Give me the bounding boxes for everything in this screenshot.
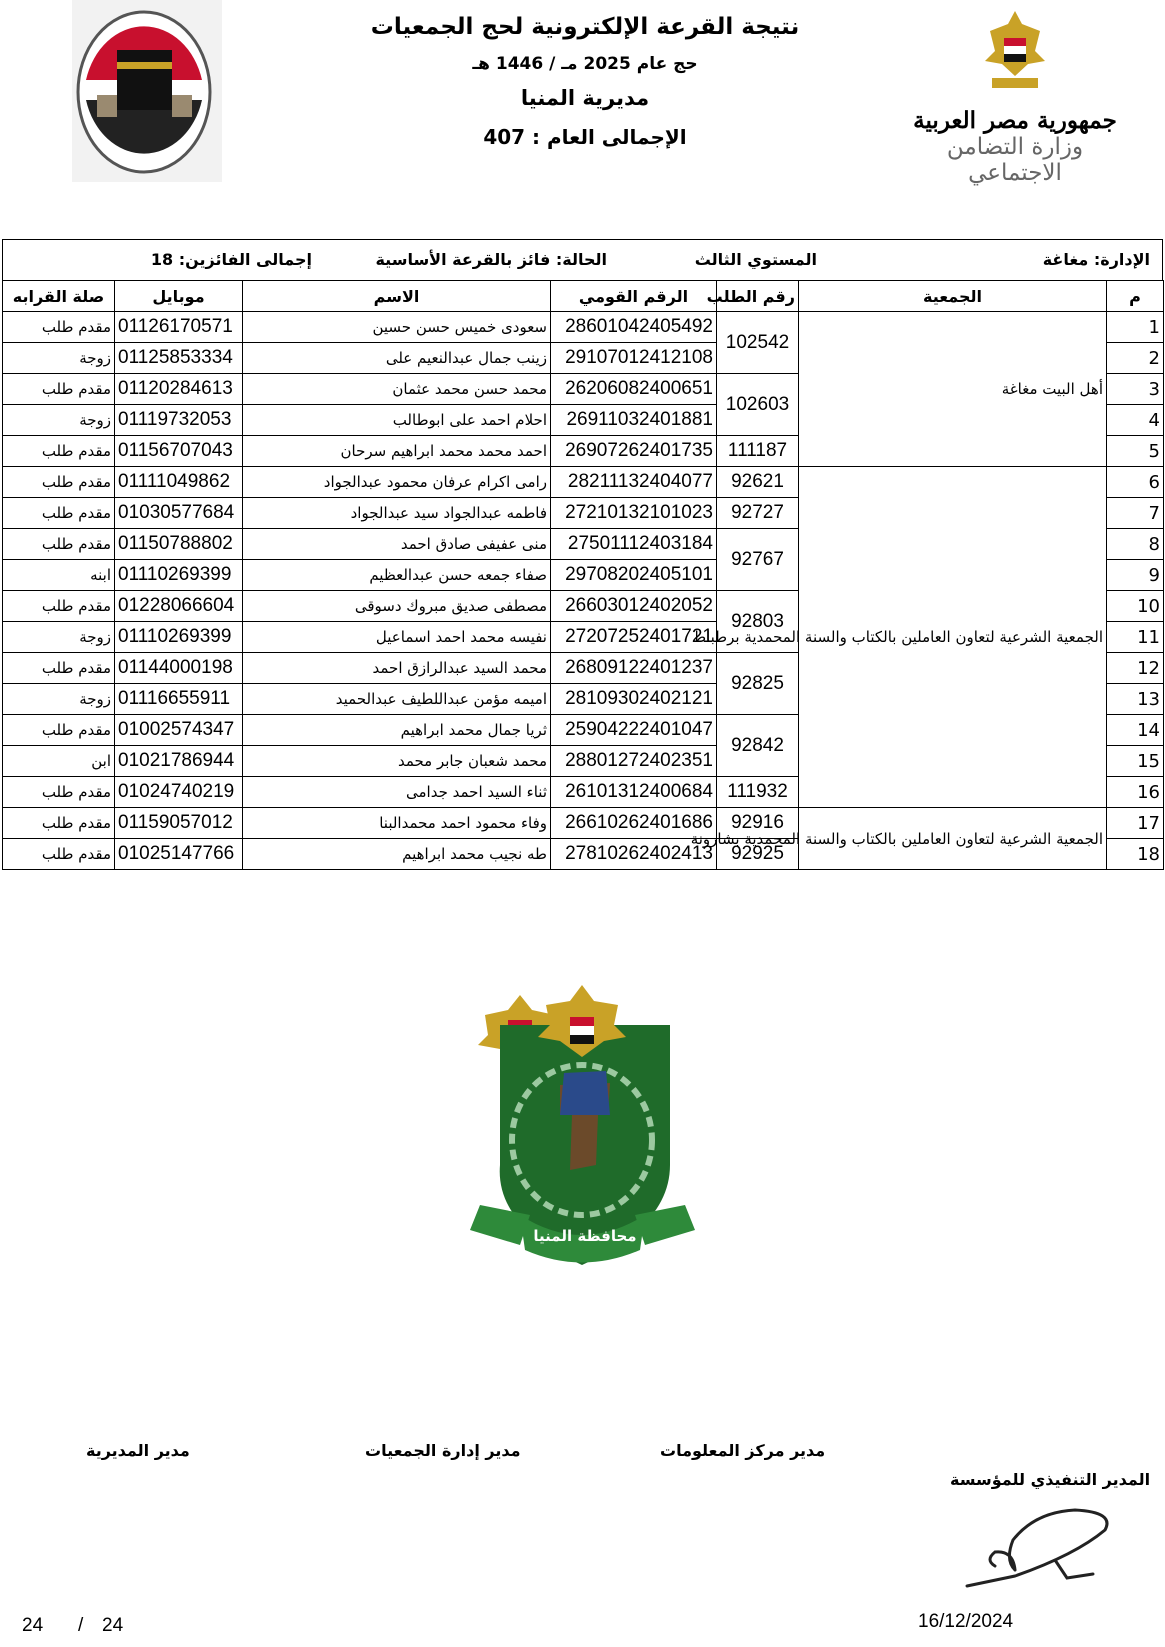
- national-id: 28801272402351: [551, 746, 717, 777]
- mobile-number: 01110269399: [115, 560, 243, 591]
- mobile-number: 01126170571: [115, 312, 243, 343]
- country-name: جمهورية مصر العربية: [913, 107, 1117, 134]
- mobile-number: 01110269399: [115, 622, 243, 653]
- signature-icon: [955, 1500, 1115, 1590]
- relation: مقدم طلب: [3, 529, 115, 560]
- person-name: رامى اكرام عرفان محمود عبدالجواد: [243, 467, 551, 498]
- mobile-number: 01120284613: [115, 374, 243, 405]
- relation: مقدم طلب: [3, 839, 115, 870]
- person-name: طه نجيب محمد ابراهيم: [243, 839, 551, 870]
- person-name: محمد حسن محمد عثمان: [243, 374, 551, 405]
- row-index: 18: [1107, 839, 1164, 870]
- row-index: 9: [1107, 560, 1164, 591]
- mobile-number: 01111049862: [115, 467, 243, 498]
- request-number: 92842: [717, 715, 799, 777]
- request-number: 102603: [717, 374, 799, 436]
- national-id: 26907262401735: [551, 436, 717, 467]
- association-cell: الجمعية الشرعية لتعاون العاملين بالكتاب والسنة المحمدية بشارونة: [799, 808, 1107, 870]
- association-cell: أهل البيت مغاغة: [799, 312, 1107, 467]
- footer-date: 16/12/2024: [918, 1611, 1014, 1632]
- person-name: صفاء جمعه حسن عبدالعظيم: [243, 560, 551, 591]
- mobile-number: 01025147766: [115, 839, 243, 870]
- row-index: 4: [1107, 405, 1164, 436]
- admin-label: الإدارة: مغاغة: [1042, 250, 1150, 269]
- request-number: 92767: [717, 529, 799, 591]
- page-total: 24: [102, 1615, 124, 1636]
- relation: ابنه: [3, 560, 115, 591]
- national-id: 27210132101023: [551, 498, 717, 529]
- row-index: 15: [1107, 746, 1164, 777]
- row-index: 16: [1107, 777, 1164, 808]
- person-name: زينب جمال عبدالنعيم على: [243, 343, 551, 374]
- sig-it-manager: مدير مركز المعلومات: [660, 1441, 826, 1460]
- row-index: 10: [1107, 591, 1164, 622]
- national-id: 26206082400651: [551, 374, 717, 405]
- mobile-number: 01156707043: [115, 436, 243, 467]
- person-name: مصطفى صديق مبروك دسوقى: [243, 591, 551, 622]
- minya-governorate-logo: [460, 965, 705, 1285]
- relation: زوجة: [3, 622, 115, 653]
- relation: مقدم طلب: [3, 715, 115, 746]
- relation: مقدم طلب: [3, 374, 115, 405]
- national-id: 26911032401881: [551, 405, 717, 436]
- relation: مقدم طلب: [3, 653, 115, 684]
- person-name: احلام احمد على ابوطالب: [243, 405, 551, 436]
- row-index: 7: [1107, 498, 1164, 529]
- relation: مقدم طلب: [3, 808, 115, 839]
- page-number: 24: [22, 1615, 44, 1636]
- national-id: 27501112403184: [551, 529, 717, 560]
- row-index: 3: [1107, 374, 1164, 405]
- status-label: الحالة: فائز بالقرعة الأساسية: [375, 250, 607, 269]
- person-name: ثريا جمال محمد ابراهيم: [243, 715, 551, 746]
- person-name: احمد محمد محمد ابراهيم سرحان: [243, 436, 551, 467]
- request-number: 92727: [717, 498, 799, 529]
- national-id: 29708202405101: [551, 560, 717, 591]
- row-index: 6: [1107, 467, 1164, 498]
- row-index: 12: [1107, 653, 1164, 684]
- sig-directorate-manager: مدير المديرية: [86, 1441, 190, 1460]
- national-id: 26809122401237: [551, 653, 717, 684]
- relation: زوجة: [3, 684, 115, 715]
- national-id: 25904222401047: [551, 715, 717, 746]
- person-name: نفيسه محمد احمد اسماعيل: [243, 622, 551, 653]
- person-name: محمد السيد عبدالرازق احمد: [243, 653, 551, 684]
- relation: مقدم طلب: [3, 436, 115, 467]
- person-name: فاطمه عبدالجواد سيد عبدالجواد: [243, 498, 551, 529]
- relation: زوجة: [3, 343, 115, 374]
- col-m: م: [1107, 281, 1164, 312]
- national-id: 27810262402413: [551, 839, 717, 870]
- national-id: 27207252401721: [551, 622, 717, 653]
- row-index: 2: [1107, 343, 1164, 374]
- row-index: 5: [1107, 436, 1164, 467]
- mobile-number: 01002574347: [115, 715, 243, 746]
- handwritten-signature: [955, 1500, 1115, 1590]
- page-separator: /: [78, 1615, 84, 1636]
- national-id: 28601042405492: [551, 312, 717, 343]
- national-id: 29107012412108: [551, 343, 717, 374]
- table-row: [3, 808, 1164, 839]
- mobile-number: 01116655911: [115, 684, 243, 715]
- row-index: 8: [1107, 529, 1164, 560]
- mobile-number: 01125853334: [115, 343, 243, 374]
- kaaba-icon: [72, 0, 222, 182]
- relation: مقدم طلب: [3, 467, 115, 498]
- relation: مقدم طلب: [3, 591, 115, 622]
- mobile-number: 01119732053: [115, 405, 243, 436]
- person-name: سعودى خميس حسن حسين: [243, 312, 551, 343]
- request-number: 111187: [717, 436, 799, 467]
- national-id: 28211132404077: [551, 467, 717, 498]
- request-number: 92803: [717, 591, 799, 653]
- person-name: محمد شعبان جابر محمد: [243, 746, 551, 777]
- request-number: 111932: [717, 777, 799, 808]
- association-cell: الجمعية الشرعية لتعاون العاملين بالكتاب والسنة المحمدية برطباط: [799, 467, 1107, 808]
- request-number: 92825: [717, 653, 799, 715]
- person-name: اميمه مؤمن عبداللطيف عبدالحميد: [243, 684, 551, 715]
- year-line: حج عام 2025 مـ / 1446 هـ: [472, 54, 698, 74]
- person-name: ثناء السيد احمد جدامى: [243, 777, 551, 808]
- request-number: 92621: [717, 467, 799, 498]
- eagle-emblem-icon: [980, 6, 1050, 101]
- winners-total: إجمالى الفائزين: 18: [150, 250, 312, 269]
- relation: مقدم طلب: [3, 498, 115, 529]
- national-id: 28109302402121: [551, 684, 717, 715]
- national-id: 26101312400684: [551, 777, 717, 808]
- col-mobile: موبايل: [115, 281, 243, 312]
- ministry-name: وزارة التضامن الاجتماعي: [946, 134, 1084, 186]
- mobile-number: 01144000198: [115, 653, 243, 684]
- sig-assoc-manager: مدير إدارة الجمعيات: [365, 1441, 521, 1460]
- table-header-row: [3, 281, 1164, 312]
- request-number: 102542: [717, 312, 799, 374]
- table-row: [3, 467, 1164, 498]
- row-index: 17: [1107, 808, 1164, 839]
- col-assoc: الجمعية: [799, 281, 1107, 312]
- col-name: الاسم: [243, 281, 551, 312]
- row-index: 11: [1107, 622, 1164, 653]
- info-strip: [2, 239, 1163, 280]
- winners-table: [2, 280, 1164, 870]
- row-index: 13: [1107, 684, 1164, 715]
- table-row: [3, 312, 1164, 343]
- row-index: 14: [1107, 715, 1164, 746]
- mobile-number: 01024740219: [115, 777, 243, 808]
- doc-title: نتيجة القرعة الإلكترونية لحج الجمعيات: [370, 14, 800, 40]
- col-nid: الرقم القومي: [551, 281, 717, 312]
- national-id: 26610262401686: [551, 808, 717, 839]
- person-name: منى عفيفى صادق احمد: [243, 529, 551, 560]
- mobile-number: 01021786944: [115, 746, 243, 777]
- relation: مقدم طلب: [3, 312, 115, 343]
- request-number: 92916: [717, 808, 799, 839]
- relation: ابن: [3, 746, 115, 777]
- col-req: رقم الطلب: [717, 281, 799, 312]
- directorate-name: مديرية المنيا: [520, 86, 650, 110]
- relation: زوجة: [3, 405, 115, 436]
- grand-total: الإجمالى العام : 407: [483, 125, 687, 149]
- hajj-logo: [72, 0, 222, 182]
- national-id: 26603012402052: [551, 591, 717, 622]
- person-name: وفاء محمود احمد محمدالبنا: [243, 808, 551, 839]
- mobile-number: 01159057012: [115, 808, 243, 839]
- col-rel: صلة القرابه: [3, 281, 115, 312]
- request-number: 92925: [717, 839, 799, 870]
- mobile-number: 01030577684: [115, 498, 243, 529]
- level-label: المستوي الثالث: [694, 250, 817, 269]
- sig-executive: المدير التنفيذي للمؤسسة: [950, 1470, 1151, 1489]
- relation: مقدم طلب: [3, 777, 115, 808]
- mobile-number: 01150788802: [115, 529, 243, 560]
- row-index: 1: [1107, 312, 1164, 343]
- mobile-number: 01228066604: [115, 591, 243, 622]
- governorate-logo-text: محافظة المنيا: [533, 1227, 637, 1245]
- egypt-emblem-block: [905, 6, 1125, 186]
